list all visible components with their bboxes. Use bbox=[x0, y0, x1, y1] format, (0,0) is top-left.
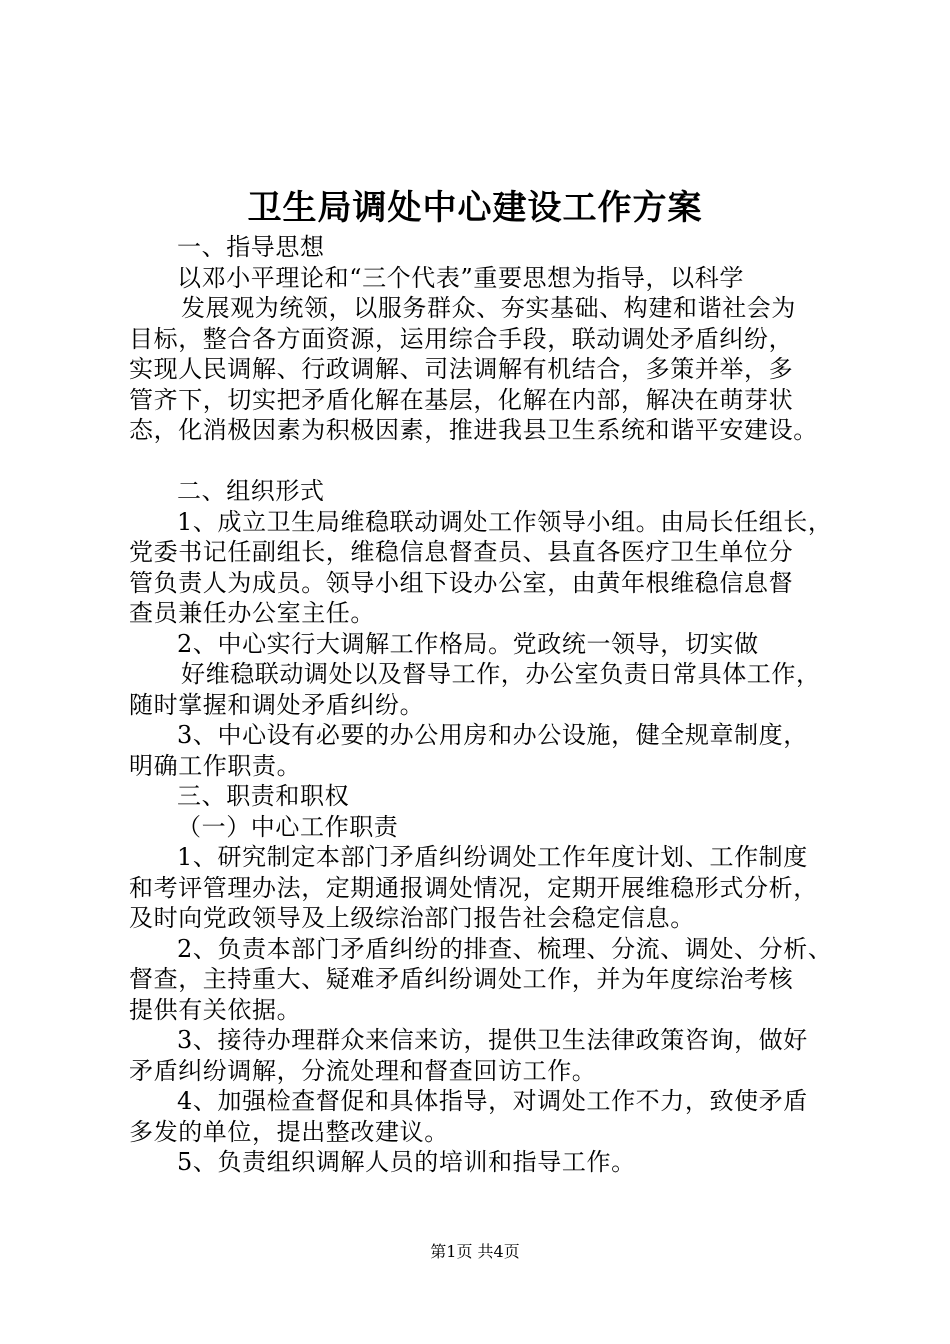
paragraph-line: 党委书记任副组长，维稳信息督查员、县直各医疗卫生单位分 bbox=[129, 538, 794, 566]
section-heading: 三、职责和职权 bbox=[177, 782, 350, 810]
paragraph-line: 实现人民调解、行政调解、司法调解有机结合，多策并举，多 bbox=[129, 355, 794, 383]
document-body bbox=[129, 232, 841, 1178]
paragraph-line: 2、负责本部门矛盾纠纷的排查、梳理、分流、调处、分析、 bbox=[177, 934, 833, 963]
paragraph-line: 目标，整合各方面资源，运用综合手段，联动调处矛盾纠纷， bbox=[129, 324, 794, 353]
paragraph-line: 发展观为统领，以服务群众、夯实基础、构建和谐社会为 bbox=[181, 294, 796, 322]
paragraph-line: 3、中心设有必要的办公用房和办公设施，健全规章制度， bbox=[177, 721, 808, 749]
paragraph-line: 提供有关依据。 bbox=[129, 995, 302, 1024]
section-heading: 一、指导思想 bbox=[177, 233, 325, 261]
paragraph-line: 以邓小平理论和“三个代表”重要思想为指导，以科学 bbox=[177, 263, 744, 292]
paragraph-line: 1、成立卫生局维稳联动调处工作领导小组。由局长任组长， bbox=[177, 507, 833, 536]
paragraph-line: 督查，主持重大、疑难矛盾纠纷调处工作，并为年度综治考核 bbox=[129, 965, 794, 993]
section-heading: 二、组织形式 bbox=[177, 477, 325, 505]
paragraph-line: 2、中心实行大调解工作格局。党政统一领导，切实做 bbox=[177, 629, 759, 658]
paragraph-line: 和考评管理办法，定期通报调处情况，定期开展维稳形式分析， bbox=[129, 873, 818, 902]
paragraph-line: 4、加强检查督促和具体指导，对调处工作不力，致使矛盾 bbox=[177, 1087, 808, 1115]
paragraph-line: 多发的单位，提出整改建议。 bbox=[129, 1117, 449, 1146]
paragraph-line: 明确工作职责。 bbox=[129, 751, 302, 780]
paragraph-line: 态，化消极因素为积极因素，推进我县卫生系统和谐平安建设。 bbox=[129, 416, 818, 444]
paragraph-line: 5、负责组织调解人员的培训和指导工作。 bbox=[177, 1148, 636, 1176]
paragraph-line: 好维稳联动调处以及督导工作，办公室负责日常具体工作， bbox=[181, 660, 821, 688]
page-footer: 第1页 共4页 bbox=[430, 1242, 520, 1261]
paragraph-line: 1、研究制定本部门矛盾纠纷调处工作年度计划、工作制度 bbox=[177, 843, 808, 871]
page-title: 卫生局调处中心建设工作方案 bbox=[247, 188, 703, 228]
paragraph-line: 3、接待办理群众来信来访，提供卫生法律政策咨询，做好 bbox=[177, 1026, 808, 1054]
paragraph-line: 管齐下，切实把矛盾化解在基层，化解在内部，解决在萌芽状 bbox=[129, 385, 794, 414]
paragraph-line: 矛盾纠纷调解，分流处理和督查回访工作。 bbox=[129, 1056, 597, 1085]
paragraph-line: 查员兼任办公室主任。 bbox=[129, 599, 375, 627]
paragraph-line: 管负责人为成员。领导小组下设办公室，由黄年根维稳信息督 bbox=[129, 568, 794, 597]
subsection-heading: （一）中心工作职责 bbox=[177, 812, 399, 841]
blank-line bbox=[129, 446, 841, 477]
paragraph-line: 及时向党政领导及上级综治部门报告社会稳定信息。 bbox=[129, 904, 695, 932]
paragraph-line: 随时掌握和调处矛盾纠纷。 bbox=[129, 690, 425, 719]
